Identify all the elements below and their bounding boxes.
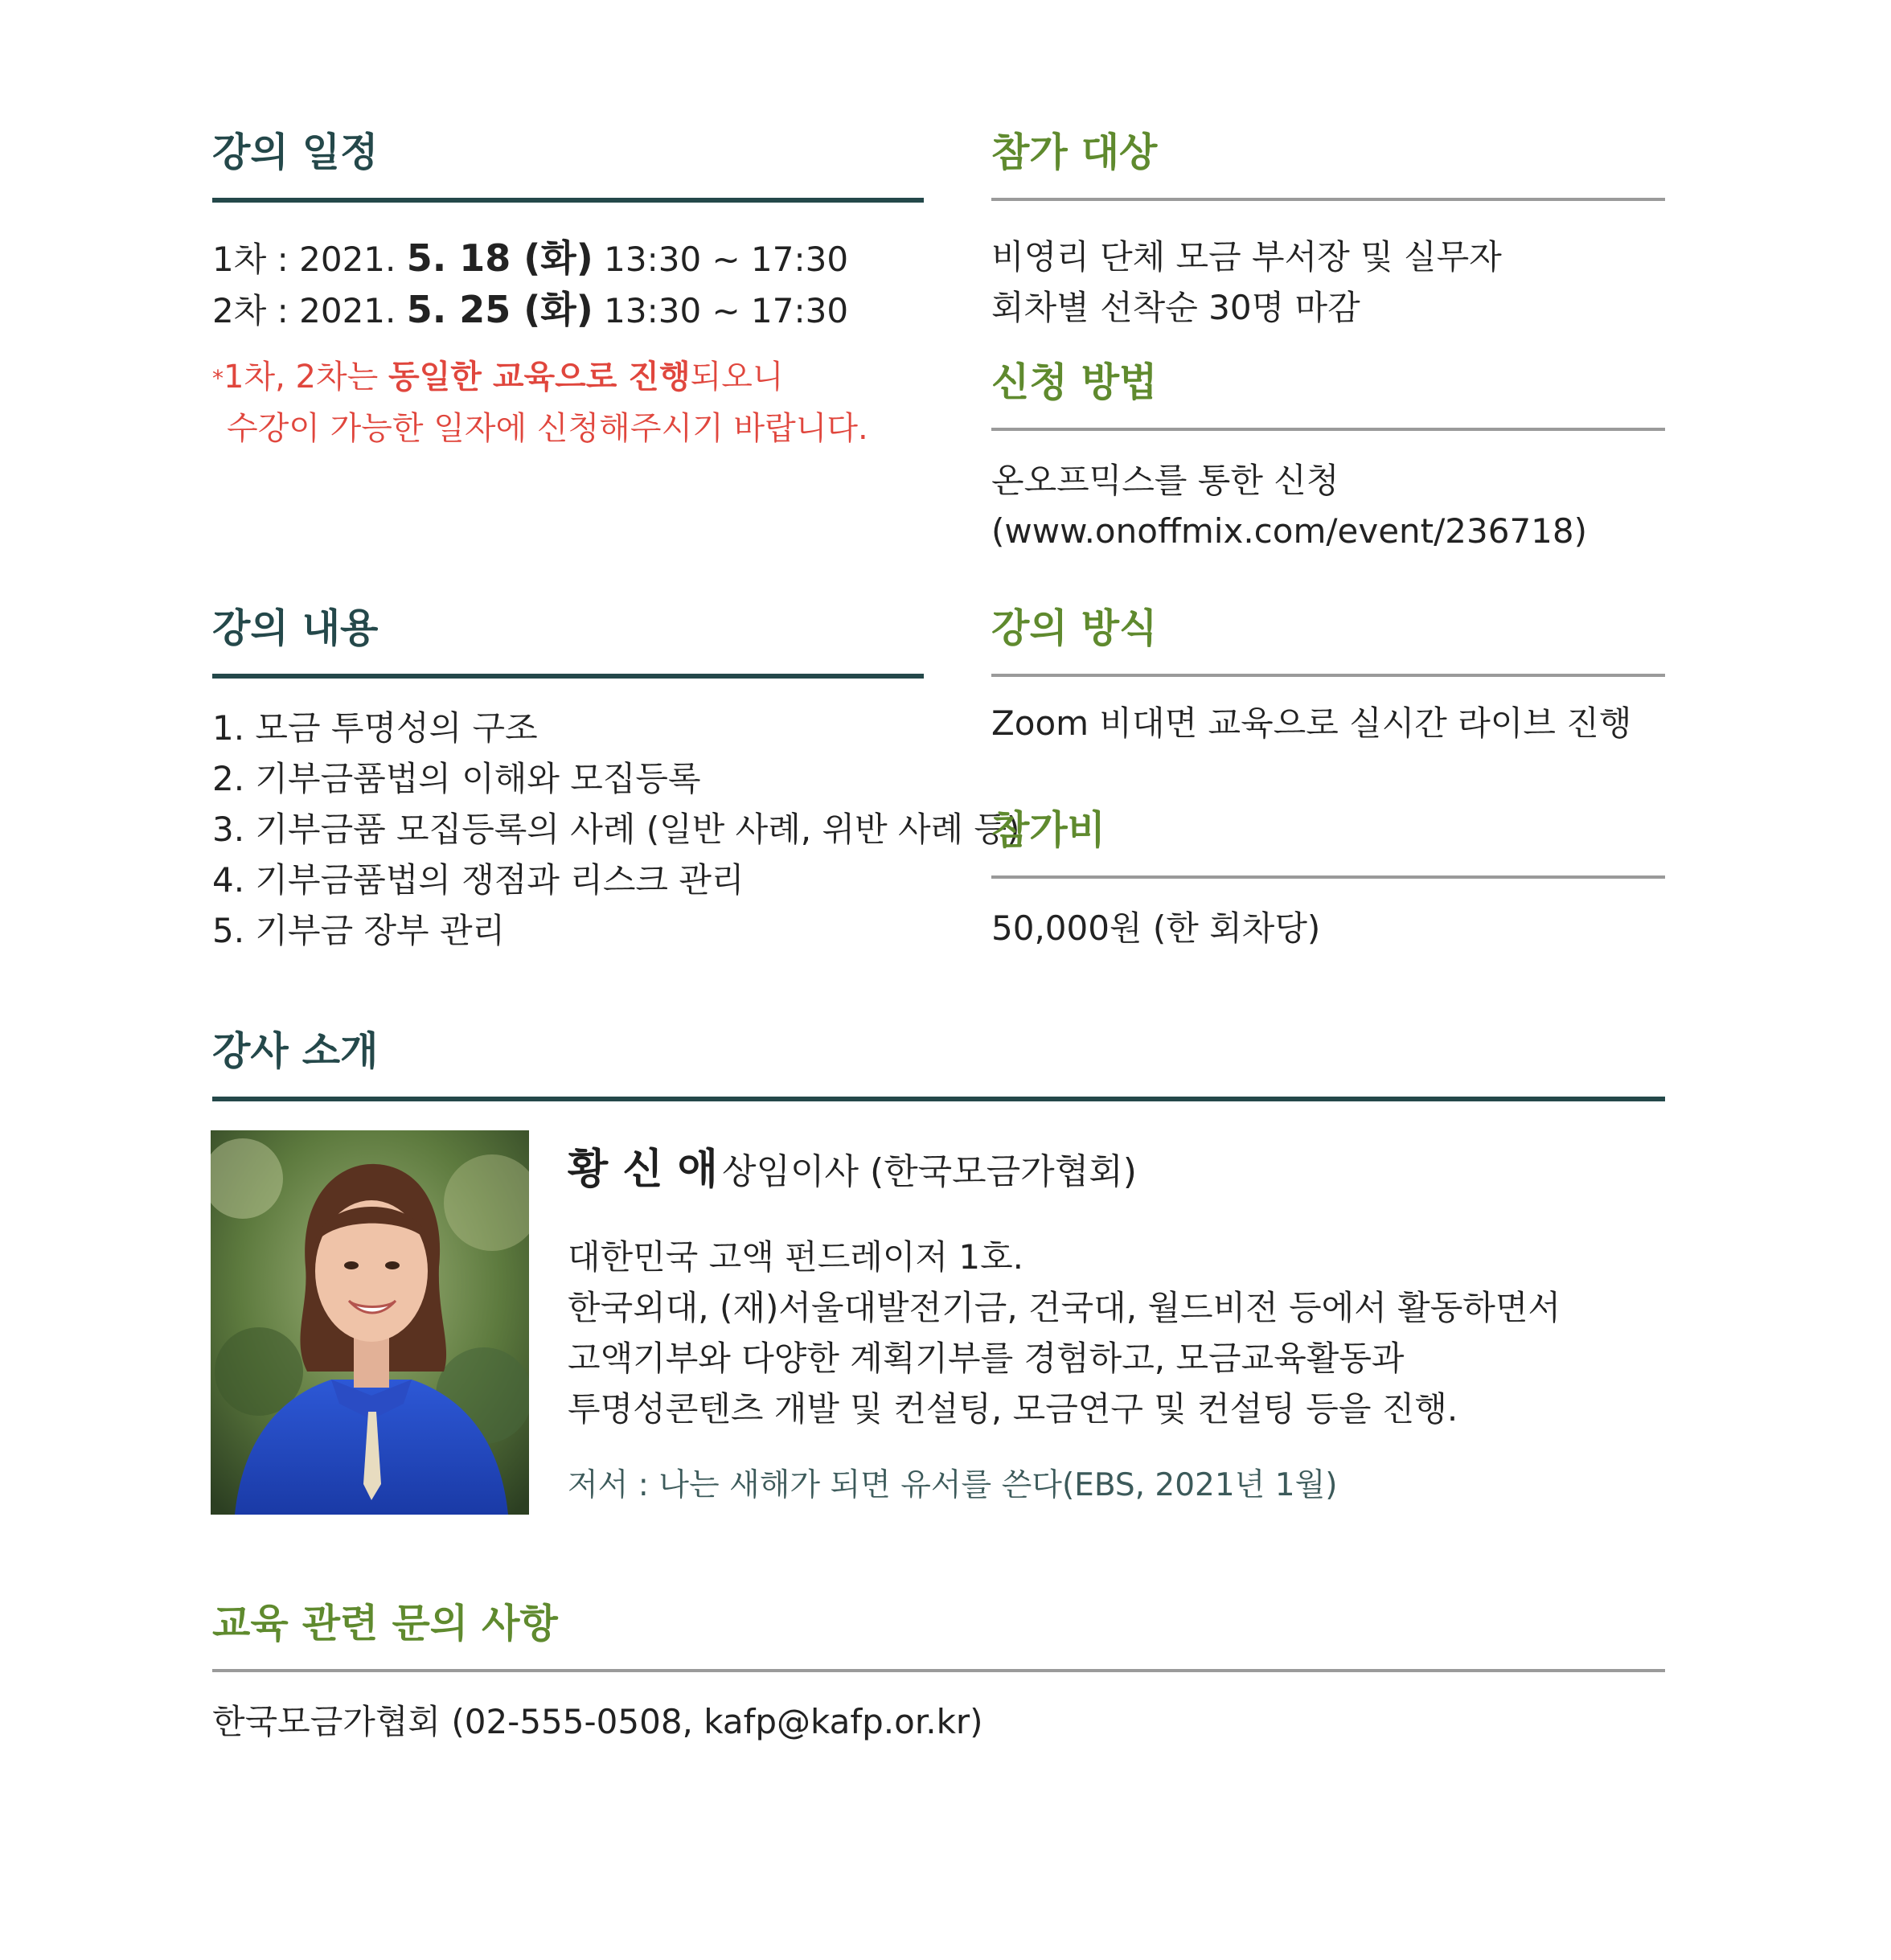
schedule-note: *1차, 2차는 동일한 교육으로 진행되오니 수강이 가능한 일자에 신청해주시기 바랍니다.	[212, 359, 868, 447]
content-section	[212, 605, 1020, 956]
target-heading: 참가 대상	[991, 129, 1158, 175]
schedule-time: 13:30 ~ 17:30	[604, 240, 849, 279]
contact-heading: 교육 관련 문의 사항	[212, 1601, 558, 1646]
list-item: 3. 기부금품 모집등록의 사례 (일반 사례, 위반 사례 등)	[212, 810, 1020, 849]
schedule-section	[212, 129, 924, 453]
fee-divider	[991, 875, 1665, 879]
schedule-date: 5. 25 (화)	[406, 288, 593, 331]
instructor-heading: 강사 소개	[212, 1028, 379, 1074]
contact-section	[212, 1601, 1665, 1747]
fee-heading: 참가비	[991, 807, 1106, 853]
schedule-heading: 강의 일정	[212, 129, 379, 175]
method-divider	[991, 674, 1665, 677]
fee-text: 50,000원 (한 회차당)	[991, 908, 1321, 948]
schedule-divider	[212, 198, 924, 203]
method-section	[991, 605, 1665, 748]
note-emphasis: 동일한 교육으로 진행	[388, 359, 691, 396]
instructor-name: 황 신 애	[568, 1146, 718, 1194]
method-heading: 강의 방식	[991, 605, 1158, 651]
schedule-list	[212, 233, 924, 336]
apply-url: (www.onoffmix.com/event/236718)	[991, 511, 1588, 551]
content-heading: 강의 내용	[212, 605, 379, 651]
list-item: 5. 기부금 장부 관리	[212, 911, 506, 950]
apply-heading: 신청 방법	[991, 359, 1158, 405]
instructor-name-line	[568, 1142, 1661, 1208]
target-text: 비영리 단체 모금 부서장 및 실무자 회차별 선착순 30명 마감	[991, 237, 1502, 327]
list-item: 1. 모금 투명성의 구조	[212, 708, 538, 748]
target-divider	[991, 198, 1665, 201]
instructor-section	[212, 1028, 1665, 1101]
instructor-title: 상임이사 (한국모금가협회)	[722, 1151, 1137, 1192]
list-item: 4. 기부금품법의 쟁점과 리스크 관리	[212, 860, 745, 900]
apply-text: 온오프믹스를 통한 신청 (www.onoffmix.com/event/236718)	[991, 455, 1665, 556]
method-text: Zoom 비대면 교육으로 실시간 라이브 진행	[991, 703, 1632, 743]
schedule-row: 1차 : 2021. 5. 18 (화) 13:30 ~ 17:30	[212, 236, 849, 280]
apply-section	[991, 359, 1665, 556]
list-item: 2. 기부금품법의 이해와 모집등록	[212, 759, 701, 798]
instructor-book: 저서 : 나는 새해가 되면 유서를 쓴다(EBS, 2021년 1월)	[568, 1467, 1338, 1503]
schedule-date: 5. 18 (화)	[406, 236, 593, 280]
contact-divider	[212, 1669, 1665, 1672]
target-section	[991, 129, 1665, 333]
fee-section	[991, 807, 1665, 953]
schedule-row: 2차 : 2021. 5. 25 (화) 13:30 ~ 17:30	[212, 288, 849, 331]
content-divider	[212, 674, 924, 679]
instructor-bio: 대한민국 고액 펀드레이저 1호. 한국외대, (재)서울대발전기금, 건국대, 월드비전 등에서 활동하면서 고액기부와 다양한 계획기부를 경험하고, 모금교육활동과 투명성콘텐츠 개발 및 컨설팅, 모금연구 및 컨설팅 등을 진행.	[568, 1237, 1561, 1429]
instructor-divider	[212, 1097, 1665, 1101]
contact-text: 한국모금가협회 (02-555-0508, kafp@kafp.or.kr)	[212, 1702, 983, 1741]
schedule-time: 13:30 ~ 17:30	[604, 291, 849, 330]
instructor-photo	[211, 1130, 529, 1515]
apply-divider	[991, 428, 1665, 431]
content-list	[212, 703, 1020, 956]
instructor-info	[568, 1142, 1661, 1505]
asterisk-mark: *	[212, 365, 224, 392]
